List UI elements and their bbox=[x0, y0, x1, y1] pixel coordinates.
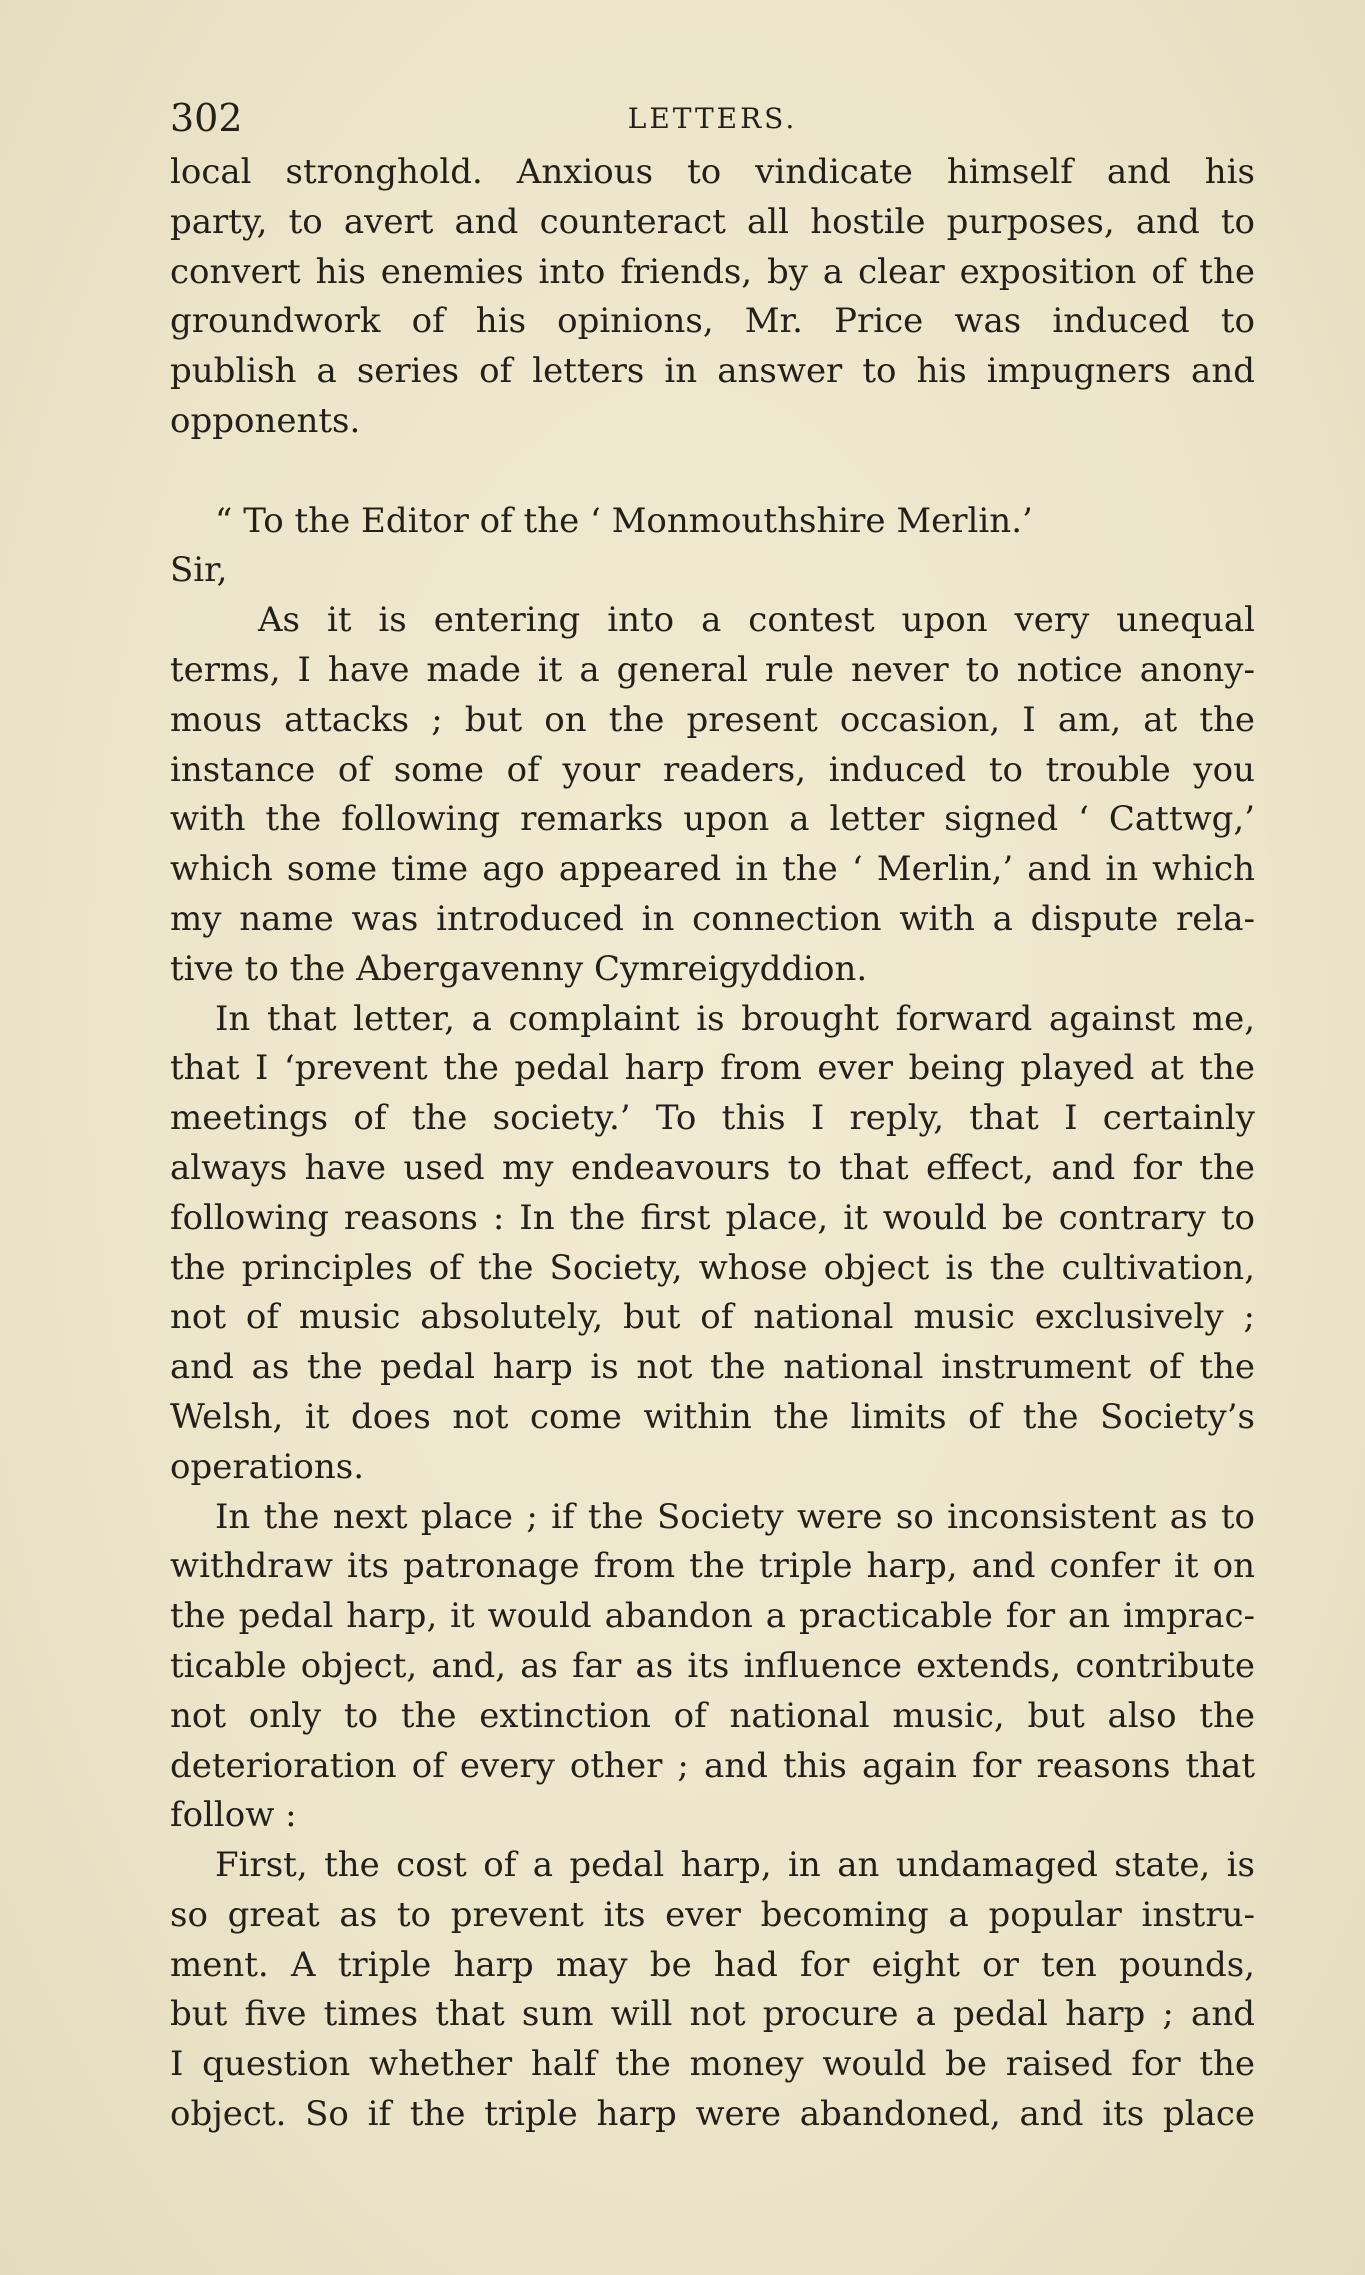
text-line: In the next place ; if the Society were so inconsistent as to bbox=[215, 1496, 1255, 1537]
text-line: operations. bbox=[170, 1446, 365, 1487]
text-line: local stronghold. Anxious to vindicate himself and his bbox=[170, 152, 1255, 192]
text-line: As it is entering into a contest upon very unequal bbox=[258, 600, 1255, 641]
text-line: tive to the Abergavenny Cymreigyddion. bbox=[170, 948, 868, 989]
text-line: opponents. bbox=[170, 400, 361, 441]
running-head bbox=[170, 88, 1255, 148]
text-line: my name was introduced in connection with a dispute rela- bbox=[170, 898, 1255, 939]
letter-paragraph-1 bbox=[170, 596, 1255, 994]
text-line: withdraw its patronage from the triple harp, and confer it on bbox=[170, 1546, 1255, 1587]
letter-paragraph-3 bbox=[170, 1493, 1255, 1842]
text-line: party, to avert and counteract all hostile purposes, and to bbox=[170, 201, 1255, 242]
text-line: with the following remarks upon a letter signed ‘ Cattwg,’ bbox=[170, 799, 1255, 840]
text-line: which some time ago appeared in the ‘ Merlin,’ and in which bbox=[170, 849, 1255, 890]
text-line: so great as to prevent its ever becoming a popular instru- bbox=[170, 1894, 1255, 1935]
text-line: meetings of the society.’ To this I reply, that I certainly bbox=[170, 1098, 1255, 1139]
page-number: 302 bbox=[170, 96, 243, 140]
text-line: terms, I have made it a general rule never to notice anony- bbox=[170, 649, 1255, 690]
text-line: follow : bbox=[170, 1795, 297, 1836]
running-head-title: LETTERS. bbox=[627, 102, 798, 135]
text-line: the principles of the Society, whose object is the cultivation, bbox=[170, 1247, 1255, 1288]
salutation: Sir, bbox=[170, 550, 228, 591]
page-text-block bbox=[170, 88, 1255, 2140]
intro-paragraph bbox=[170, 148, 1255, 447]
text-line: convert his enemies into friends, by a clear exposition of the bbox=[170, 251, 1255, 292]
text-line: deterioration of every other ; and this again for reasons that bbox=[170, 1745, 1255, 1786]
text-line: mous attacks ; but on the present occasion, I am, at the bbox=[170, 699, 1255, 740]
text-line: not of music absolutely, but of national music exclusively ; bbox=[170, 1297, 1255, 1338]
letter-paragraph-4 bbox=[170, 1841, 1255, 2140]
paragraph-gap bbox=[170, 447, 1255, 497]
text-line: publish a series of letters in answer to his impugners and bbox=[170, 351, 1255, 392]
text-line: First, the cost of a pedal harp, in an undamaged state, is bbox=[215, 1845, 1255, 1886]
text-line: not only to the extinction of national music, but also the bbox=[170, 1695, 1255, 1736]
text-line: that I ‘prevent the pedal harp from ever being played at the bbox=[170, 1048, 1255, 1089]
text-line: In that letter, a complaint is brought forward against me, bbox=[215, 998, 1255, 1039]
text-line: ment. A triple harp may be had for eight or ten pounds, bbox=[170, 1944, 1255, 1985]
text-line: always have used my endeavours to that effect, and for the bbox=[170, 1147, 1255, 1188]
text-line: following reasons : In the first place, it would be contrary to bbox=[170, 1197, 1255, 1238]
text-line: the pedal harp, it would abandon a practicable for an imprac- bbox=[170, 1596, 1255, 1637]
text-line: and as the pedal harp is not the national instrument of the bbox=[170, 1347, 1255, 1388]
text-line: object. So if the triple harp were abandoned, and its place bbox=[170, 2094, 1255, 2135]
text-line: instance of some of your readers, induced to trouble you bbox=[170, 749, 1255, 790]
text-line: but five times that sum will not procure a pedal harp ; and bbox=[170, 1994, 1255, 2035]
letter-heading: “ To the Editor of the ‘ Monmouthshire Merlin.’ bbox=[215, 500, 1033, 541]
text-line: ticable object, and, as far as its influence extends, contribute bbox=[170, 1645, 1255, 1686]
text-line: groundwork of his opinions, Mr. Price was induced to bbox=[170, 301, 1255, 342]
text-line: Welsh, it does not come within the limits of the Society’s bbox=[170, 1396, 1255, 1437]
text-line: I question whether half the money would be raised for the bbox=[170, 2044, 1255, 2085]
letter-paragraph-2 bbox=[170, 995, 1255, 1493]
